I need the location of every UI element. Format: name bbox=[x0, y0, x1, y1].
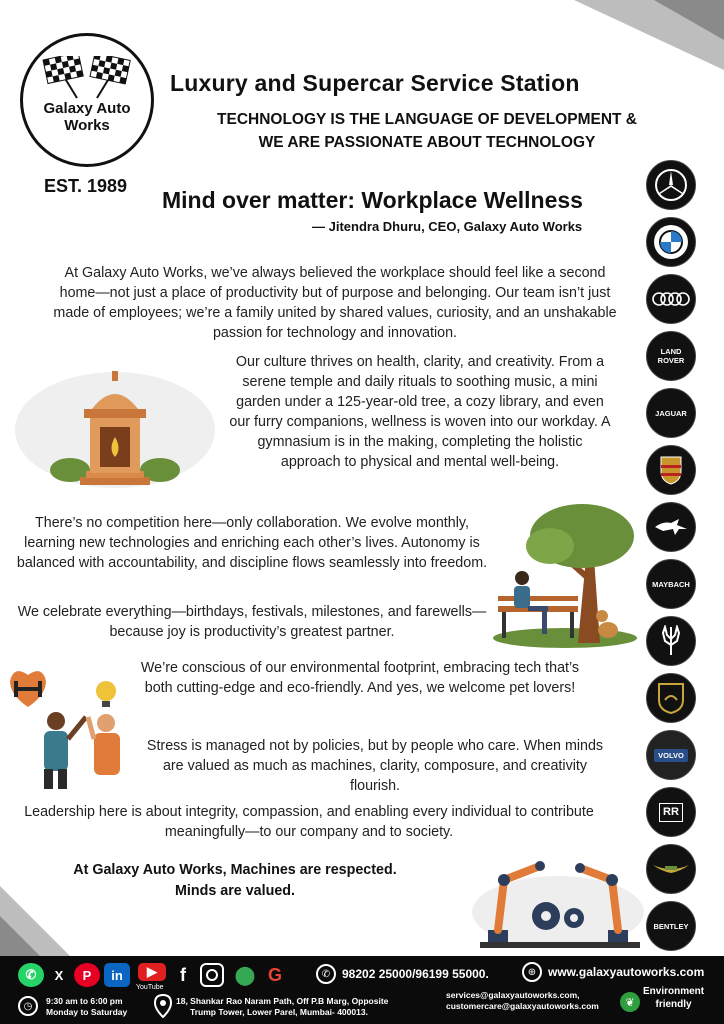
temple-illustration bbox=[10, 355, 220, 490]
lamborghini-logo bbox=[646, 673, 696, 723]
hours-line1: 9:30 am to 6:00 pm bbox=[46, 996, 123, 1006]
pinterest-icon[interactable]: P bbox=[74, 963, 100, 987]
address-line1: 18, Shankar Rao Naram Path, Off P.B Marg, Opposite bbox=[176, 996, 389, 1006]
paragraph-culture: Our culture thrives on health, clarity, and creativity. From a serene temple and daily rituals to soothing music, a mini garden under a 125-year-old tree, a cozy library, and even our furry companions, wellness is woven into our workday. A gymnasium is in the making, completing the holistic approach to physical and mental well-being. bbox=[229, 354, 611, 470]
people-highfive-illustration bbox=[8, 665, 143, 790]
corner-decoration-top-right-dark bbox=[654, 0, 724, 40]
tagline bbox=[172, 108, 682, 154]
email-customercare[interactable]: customercare@galaxyautoworks.com bbox=[446, 1001, 599, 1011]
business-hours bbox=[46, 996, 127, 1018]
clock-icon: ◷ bbox=[18, 996, 38, 1016]
bentley-label: BENTLEY bbox=[653, 921, 689, 931]
whatsapp-icon[interactable]: ✆ bbox=[18, 963, 44, 987]
paragraph-environment: We’re conscious of our environmental footprint, embracing tech that’s both cutting-edge and eco-friendly. And yes, we welcome pet lovers! bbox=[140, 660, 580, 696]
bentley-logo bbox=[646, 901, 696, 951]
closing-statement bbox=[40, 860, 430, 902]
tree-bench-illustration bbox=[490, 498, 640, 650]
youtube-label: YouTube bbox=[136, 984, 164, 991]
ford-mustang-logo bbox=[646, 502, 696, 552]
paragraph-collaboration: There’s no competition here—only collaboration. We evolve monthly, learning new technologies and enriching each other’s lives. Autonomy is balanced with accountability, and discipline flows seamlessly into freedom. bbox=[16, 515, 488, 571]
logo-text-line1: Galaxy Auto bbox=[43, 100, 131, 117]
established-year: EST. 1989 bbox=[44, 176, 128, 196]
rolls-royce-label: RR bbox=[659, 803, 683, 822]
paragraph-intro: At Galaxy Auto Works, we’ve always believed the workplace should feel like a second home—not just a place of productivity but of purpose and belonging. Our team isn’t just made of employees; we’re a family united by shared values, curiosity, and an unshakable passion for technology and innovation. bbox=[53, 265, 617, 341]
instagram-icon[interactable] bbox=[200, 963, 224, 987]
phone-number[interactable]: 98202 25000/96199 55000. bbox=[342, 967, 489, 981]
article-title: Mind over matter: Workplace Wellness bbox=[162, 187, 583, 213]
porsche-logo bbox=[646, 445, 696, 495]
volvo-logo bbox=[646, 730, 696, 780]
footer-contact-bar bbox=[0, 956, 724, 1024]
robot-arms-illustration bbox=[470, 850, 645, 950]
rolls-royce-logo bbox=[646, 787, 696, 837]
location-icon bbox=[154, 994, 172, 1018]
email-services[interactable]: services@galaxyautoworks.com, bbox=[446, 990, 580, 1000]
maybach-logo bbox=[646, 559, 696, 609]
jaguar-label: JAGUAR bbox=[655, 408, 687, 418]
map-pin-icon[interactable]: ⬤ bbox=[234, 964, 256, 985]
land-rover-logo bbox=[646, 331, 696, 381]
closing-line2: Minds are valued. bbox=[175, 883, 295, 899]
tagline-line1: TECHNOLOGY IS THE LANGUAGE OF DEVELOPMENT & bbox=[217, 111, 637, 128]
closing-line1: At Galaxy Auto Works, Machines are respected. bbox=[73, 862, 397, 878]
facebook-icon[interactable]: f bbox=[180, 964, 186, 985]
article-author: — Jitendra Dhuru, CEO, Galaxy Auto Works bbox=[312, 219, 583, 234]
google-icon[interactable]: G bbox=[267, 964, 282, 985]
leaf-icon: ❦ bbox=[620, 992, 640, 1012]
volvo-label: VOLVO bbox=[654, 749, 688, 762]
address-line2: Trump Tower, Lower Parel, Mumbai- 400013. bbox=[190, 1007, 368, 1017]
maybach-label: MAYBACH bbox=[652, 579, 690, 589]
jaguar-logo bbox=[646, 388, 696, 438]
phone-icon: ✆ bbox=[316, 964, 336, 984]
checkered-flags-icon bbox=[23, 56, 151, 100]
email-addresses bbox=[446, 990, 599, 1012]
logo-text-line2: Works bbox=[64, 117, 110, 134]
brand-logos-column bbox=[646, 160, 698, 958]
paragraph-stress: Stress is managed not by policies, but by people who care. When minds are valued as much as machines, clarity, composure, and creativity flourish. bbox=[146, 738, 604, 794]
website-link[interactable]: www.galaxyautoworks.com bbox=[548, 965, 705, 979]
eco-line2: friendly bbox=[655, 999, 692, 1010]
paragraph-leadership: Leadership here is about integrity, compassion, and enabling every individual to contribute meaningfully—to our company and to society. bbox=[24, 804, 594, 840]
x-twitter-icon[interactable]: X bbox=[54, 967, 64, 983]
land-rover-label: LAND ROVER bbox=[657, 347, 685, 365]
mercedes-benz-logo bbox=[646, 160, 696, 210]
maserati-logo bbox=[646, 616, 696, 666]
tagline-line2: WE ARE PASSIONATE ABOUT TECHNOLOGY bbox=[258, 134, 596, 151]
hours-line2: Monday to Saturday bbox=[46, 1007, 128, 1017]
bmw-logo bbox=[646, 217, 696, 267]
linkedin-icon[interactable]: in bbox=[104, 963, 130, 987]
audi-logo bbox=[646, 274, 696, 324]
youtube-icon[interactable]: ▶ bbox=[138, 963, 166, 981]
globe-icon: ⊕ bbox=[522, 962, 542, 982]
aston-martin-logo bbox=[646, 844, 696, 894]
company-logo bbox=[20, 33, 154, 167]
eco-line1: Environment bbox=[643, 986, 705, 997]
address bbox=[176, 996, 388, 1018]
corner-decoration-bottom-left-dark bbox=[0, 916, 40, 956]
page-title: Luxury and Supercar Service Station bbox=[170, 70, 580, 96]
paragraph-celebration: We celebrate everything—birthdays, festivals, milestones, and farewells—because joy is productivity’s greatest partner. bbox=[17, 604, 487, 640]
eco-badge bbox=[643, 985, 704, 1011]
